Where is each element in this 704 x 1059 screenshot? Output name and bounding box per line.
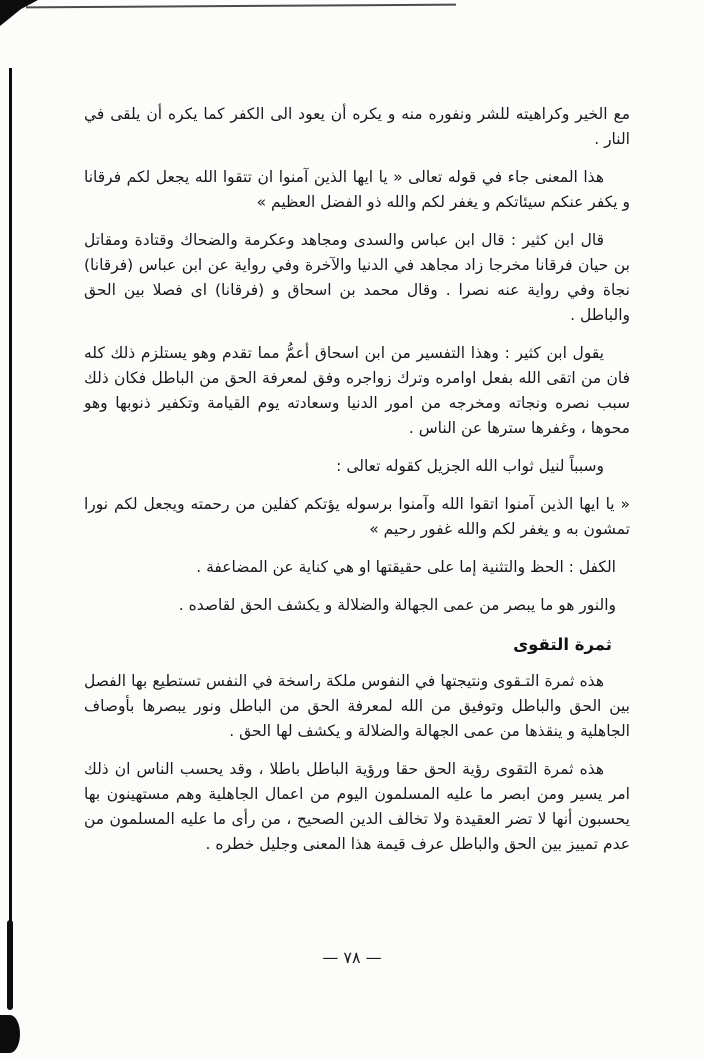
body-paragraph: يقول ابن كثير : وهذا التفسير من ابن اسحاق أعمُّ مما تقدم وهو يستلزم ذلك كله فان من اتقى الله بفعل اوامره وترك زواجره وفق لمعرفة الحق من الباطل فكان ذلك سبب نصره ونجاته ومخرجه من امور الدنيا وسعادته يوم القيامة وتكفير ذنوبها وهو محوها ، وغفرها سترها عن الناس .	[84, 344, 630, 437]
body-paragraph: والنور هو ما يبصر من عمى الجهالة والضلالة و يكشف الحق لقاصده .	[178, 596, 616, 614]
scan-artifact-top-hairline	[26, 4, 456, 9]
page-text-block	[84, 102, 630, 870]
quran-quote-paragraph: « يا ايها الذين آمنوا اتقوا الله وآمنوا برسوله يؤتكم كفلين من رحمته ويجعل لكم نورا تمشون به و يغفر لكم والله غفور رحيم »	[84, 495, 630, 538]
section-heading: ثمرة التقوى	[513, 635, 612, 654]
body-paragraph: هذه ثمرة التـقوى ونتيجتها في النفوس ملكة راسخة في النفس تستطيع بها الفصل بين الحق والباطل وتوفيق من الله لمعرفة الحق من الباطل ونور يبصرها بأوصاف الجاهلية و ينقذها من عمى الجهالة والضلالة و يكشف لها الحق .	[84, 672, 630, 740]
body-paragraph: مع الخير وكراهيته للشر ونفوره منه و يكره أن يعود الى الكفر كما يكره أن يلقى في النار .	[84, 105, 630, 148]
scan-artifact-bottom-left-corner	[0, 1015, 20, 1053]
page-number: — ٧٨ —	[322, 948, 382, 967]
body-paragraph: قال ابن كثير : قال ابن عباس والسدى ومجاهد وعكرمة والضحاك وقتادة ومقاتل بن حيان فرقانا مخرجا زاد مجاهد في الدنيا والآخرة وفي رواية عن ابن عباس (فرقانا) نجاة وفي رواية عنه نصرا . وقال محمد بن اسحاق و (فرقانا) اى فصلا بين الحق والباطل .	[84, 231, 630, 324]
body-paragraph: الكفل : الحظ والتثنية إما على حقيقتها او هي كناية عن المضاعفة .	[196, 558, 616, 576]
body-paragraph: وسبباً لنيل ثواب الله الجزيل كقوله تعالى :	[336, 457, 604, 475]
scan-artifact-top-left-corner	[0, 0, 38, 26]
body-paragraph: هذا المعنى جاء في قوله تعالى « يا ايها الذين آمنوا ان تتقوا الله يجعل لكم فرقانا و يكفر عنكم سيئاتكم و يغفر لكم والله ذو الفضل العظيم »	[84, 168, 630, 211]
body-paragraph: هذه ثمرة التقوى رؤية الحق حقا ورؤية الباطل باطلا ، وقد يحسب الناس ان ذلك امر يسير ومن ابصر ما عليه المسلمون اليوم من اعمال الجاهلية وهم مستهينون بها يحسبون أنها لا تضر العقيدة ولا تخالف الدين الصحيح ، من رأى ما عليه المسلمون من عدم تمييز بين الحق والباطل عرف قيمة هذا المعنى وجليل خطره .	[84, 760, 630, 853]
scan-artifact-left-border-line	[9, 68, 12, 998]
